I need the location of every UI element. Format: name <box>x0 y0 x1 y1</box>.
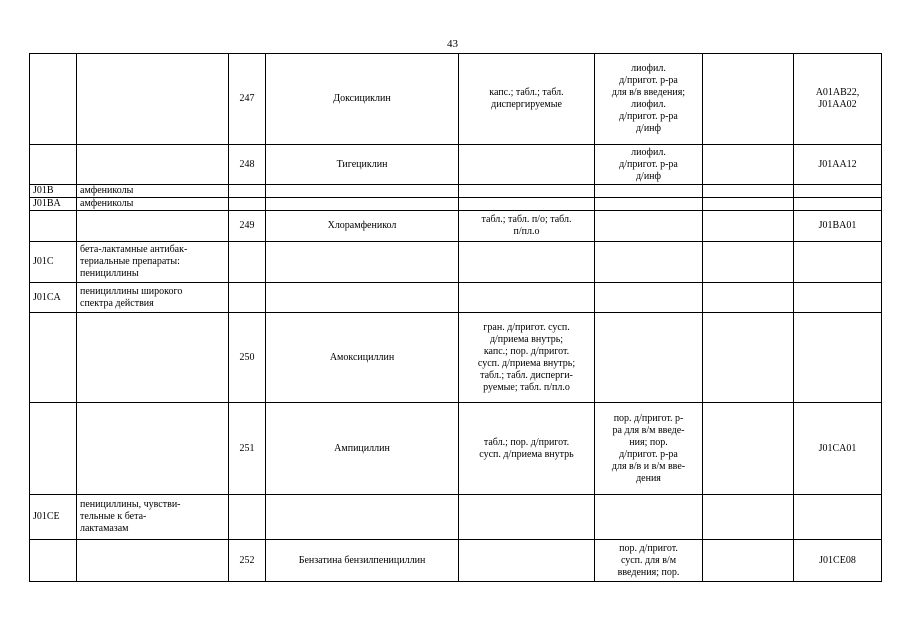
drug-name: Тигециклин <box>336 158 388 170</box>
extra-column-cell <box>703 54 794 145</box>
atc-code-cell <box>794 198 882 211</box>
dosage-form-injection-cell <box>595 145 703 185</box>
table-row <box>30 242 882 283</box>
row-number: 252 <box>239 554 255 566</box>
table-row <box>30 211 882 242</box>
atc-code: J01CE08 <box>819 554 856 566</box>
dosage-form-oral-cell <box>459 495 595 540</box>
drug-name-cell <box>266 211 459 242</box>
dosage-form-injection-cell <box>595 54 703 145</box>
table-row <box>30 495 882 540</box>
table-row <box>30 540 882 582</box>
table-row <box>30 185 882 198</box>
extra-column-cell <box>703 185 794 198</box>
dosage-form-injection-cell <box>595 283 703 313</box>
dosage-form-injection-cell <box>595 495 703 540</box>
extra-column-cell <box>703 495 794 540</box>
row-number: 250 <box>239 351 255 363</box>
dosage-form-oral-cell <box>459 283 595 313</box>
dosage-form-injection-cell <box>595 242 703 283</box>
group-name-cell <box>77 403 229 495</box>
drug-name-cell <box>266 495 459 540</box>
page-number: 43 <box>447 38 458 50</box>
row-number: 251 <box>239 442 255 454</box>
drug-name-cell <box>266 145 459 185</box>
table-row <box>30 283 882 313</box>
extra-column-cell <box>703 403 794 495</box>
extra-column-cell <box>703 211 794 242</box>
group-name-cell <box>77 185 229 198</box>
atc-code-cell <box>794 145 882 185</box>
atc-group-code: J01C <box>33 256 54 267</box>
dosage-form-oral-cell <box>459 198 595 211</box>
atc-group-code-cell <box>30 242 77 283</box>
group-name-cell <box>77 540 229 582</box>
dosage-form-injection-cell <box>595 313 703 403</box>
group-name: бета-лактамные антибак- териальные препараты: пенициллины <box>80 244 188 279</box>
dosage-form-injection-cell <box>595 403 703 495</box>
atc-code-cell <box>794 211 882 242</box>
dosage-form-oral: табл.; пор. д/пригот. сусп. д/приема внутрь <box>479 436 574 460</box>
table-row <box>30 145 882 185</box>
dosage-form-injection-cell <box>595 540 703 582</box>
atc-group-code-cell <box>30 403 77 495</box>
atc-group-code-cell <box>30 540 77 582</box>
drug-name: Бензатина бензилпенициллин <box>298 554 426 566</box>
dosage-form-injection: лиофил. д/пригот. р-ра д/инф <box>619 146 678 182</box>
extra-column-cell <box>703 283 794 313</box>
dosage-form-oral-cell <box>459 54 595 145</box>
atc-code-cell <box>794 495 882 540</box>
group-name-cell <box>77 283 229 313</box>
atc-group-code: J01CA <box>33 291 61 303</box>
atc-group-code-cell <box>30 185 77 198</box>
drug-name: Доксициклин <box>333 93 391 104</box>
row-number: 249 <box>239 220 255 231</box>
extra-column-cell <box>703 145 794 185</box>
drug-name-cell <box>266 198 459 211</box>
row-number: 248 <box>239 158 255 170</box>
atc-code: J01BA01 <box>818 220 857 231</box>
atc-code-cell <box>794 403 882 495</box>
drug-name: Ампициллин <box>334 442 390 454</box>
drug-name-cell <box>266 242 459 283</box>
atc-group-code: J01CE <box>33 511 60 522</box>
atc-group-code-cell <box>30 54 77 145</box>
dosage-form-injection: пор. д/пригот. р- ра для в/м введе- ния; пор. д/пригот. р-ра для в/в и в/м вве- дения <box>611 412 686 484</box>
row-number-cell <box>229 283 266 313</box>
row-number-cell <box>229 242 266 283</box>
drug-name-cell <box>266 540 459 582</box>
atc-code-cell <box>794 185 882 198</box>
atc-group-code-cell <box>30 313 77 403</box>
dosage-form-oral-cell <box>459 242 595 283</box>
drug-name: Хлорамфеникол <box>327 220 397 231</box>
table-row <box>30 54 882 145</box>
drug-name-cell <box>266 185 459 198</box>
dosage-form-injection-cell <box>595 198 703 211</box>
row-number-cell <box>229 185 266 198</box>
dosage-form-oral-cell <box>459 313 595 403</box>
atc-group-code-cell <box>30 211 77 242</box>
dosage-form-oral-cell <box>459 211 595 242</box>
group-name-cell <box>77 242 229 283</box>
dosage-form-oral-cell <box>459 403 595 495</box>
table-row <box>30 403 882 495</box>
dosage-form-injection: пор. д/пригот. сусп. для в/м введения; пор. <box>617 542 680 578</box>
dosage-form-injection: лиофил. д/пригот. р-ра для в/в введения; лиофил. д/пригот. р-ра д/инф <box>611 63 686 134</box>
drug-name-cell <box>266 313 459 403</box>
atc-group-code-cell <box>30 198 77 211</box>
extra-column-cell <box>703 198 794 211</box>
atc-group-code-cell <box>30 495 77 540</box>
drug-name-cell <box>266 403 459 495</box>
atc-code-cell <box>794 54 882 145</box>
group-name-cell <box>77 313 229 403</box>
drug-name: Амоксициллин <box>329 351 395 363</box>
group-name: пенициллины широкого спектра действия <box>80 285 183 309</box>
dosage-form-oral: капс.; табл.; табл. диспергируемые <box>489 87 564 110</box>
dosage-form-oral-cell <box>459 185 595 198</box>
atc-code-cell <box>794 540 882 582</box>
drug-name-cell <box>266 283 459 313</box>
group-name-cell <box>77 145 229 185</box>
row-number-cell <box>229 540 266 582</box>
group-name: амфениколы <box>80 198 134 209</box>
atc-code: J01CA01 <box>818 442 857 454</box>
group-name: амфениколы <box>80 185 134 196</box>
row-number-cell <box>229 403 266 495</box>
extra-column-cell <box>703 242 794 283</box>
group-name-cell <box>77 211 229 242</box>
dosage-form-oral: гран. д/пригот. сусп. д/приема внутрь; капс.; пор. д/пригот. сусп. д/приема внутрь; табл.; табл. дисперги- руемые; табл. п/пл.о <box>477 321 576 393</box>
dosage-form-injection-cell <box>595 185 703 198</box>
row-number-cell <box>229 198 266 211</box>
group-name: пенициллины, чувстви- тельные к бета- лактамазам <box>80 499 181 534</box>
atc-group-code: J01B <box>33 185 54 196</box>
atc-code: A01AB22, J01AA02 <box>815 87 860 110</box>
dosage-form-oral-cell <box>459 540 595 582</box>
atc-code-cell <box>794 242 882 283</box>
extra-column-cell <box>703 540 794 582</box>
drug-name-cell <box>266 54 459 145</box>
atc-code-cell <box>794 283 882 313</box>
drug-table <box>29 53 882 582</box>
table-row <box>30 198 882 211</box>
row-number: 247 <box>239 93 255 104</box>
row-number-cell <box>229 495 266 540</box>
group-name-cell <box>77 198 229 211</box>
group-name-cell <box>77 495 229 540</box>
atc-code: J01AA12 <box>818 158 857 170</box>
extra-column-cell <box>703 313 794 403</box>
row-number-cell <box>229 54 266 145</box>
dosage-form-oral: табл.; табл. п/о; табл. п/пл.о <box>481 214 572 237</box>
group-name-cell <box>77 54 229 145</box>
atc-group-code-cell <box>30 145 77 185</box>
row-number-cell <box>229 313 266 403</box>
atc-code-cell <box>794 313 882 403</box>
table-row <box>30 313 882 403</box>
atc-group-code: J01BA <box>33 198 61 209</box>
row-number-cell <box>229 145 266 185</box>
row-number-cell <box>229 211 266 242</box>
dosage-form-injection-cell <box>595 211 703 242</box>
atc-group-code-cell <box>30 283 77 313</box>
dosage-form-oral-cell <box>459 145 595 185</box>
